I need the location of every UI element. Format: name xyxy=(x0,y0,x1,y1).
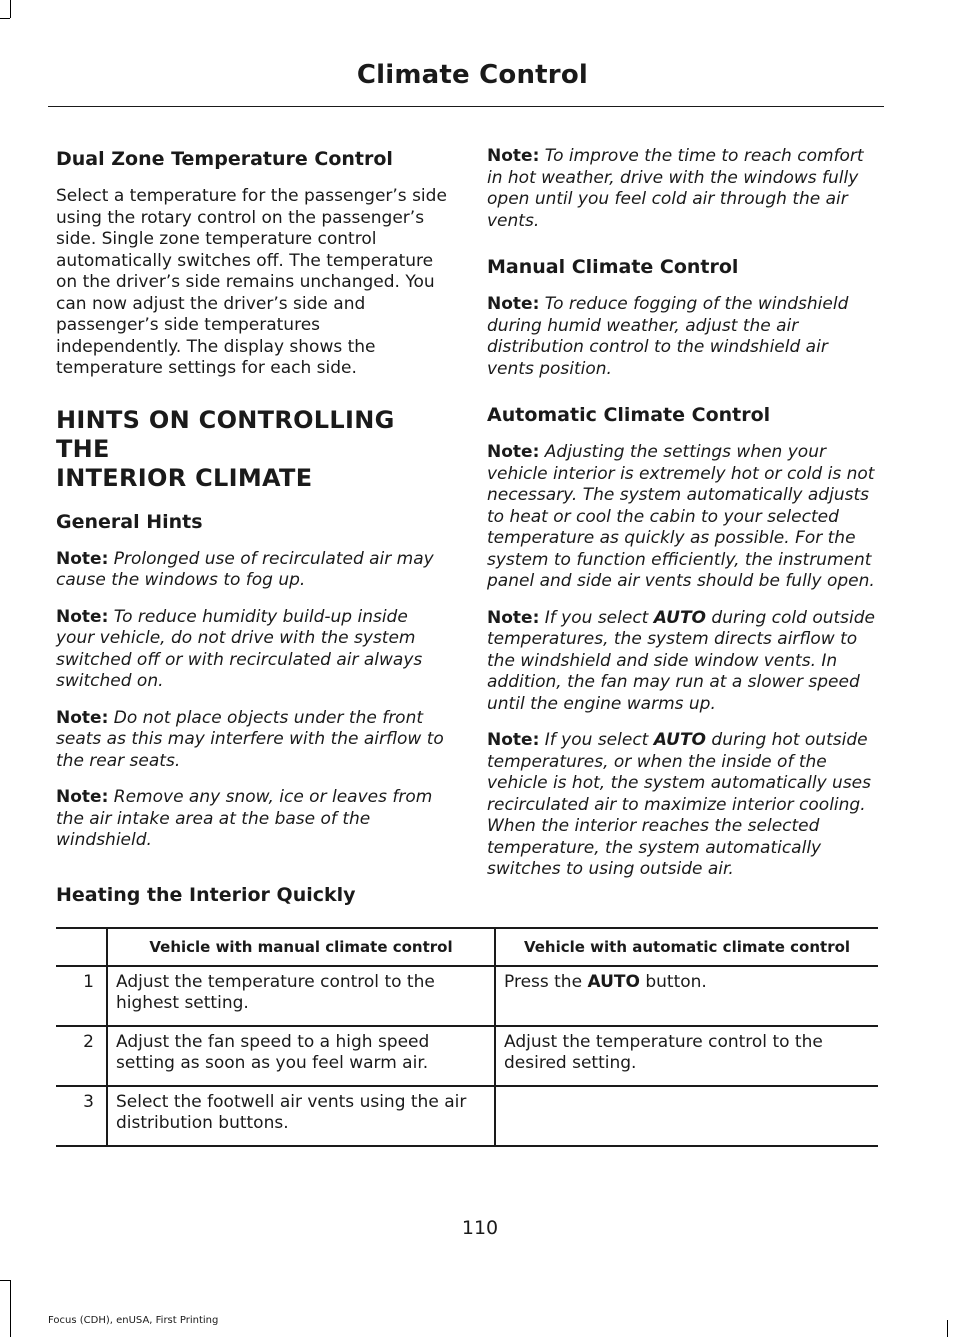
step-number: 1 xyxy=(56,966,107,1026)
hints-heading xyxy=(56,406,448,493)
table-row xyxy=(56,1086,878,1146)
left-column xyxy=(56,146,448,867)
note-label: Note: xyxy=(56,606,109,627)
note-label: Note: xyxy=(487,442,540,462)
note-paragraph xyxy=(487,442,879,593)
auto-step-text: Press the xyxy=(504,972,583,992)
step-number: 2 xyxy=(56,1026,107,1086)
note-label: Note: xyxy=(487,294,540,314)
crop-mark xyxy=(947,1320,948,1337)
note-paragraph xyxy=(56,549,448,592)
note-paragraph xyxy=(487,730,879,881)
note-label: Note: xyxy=(487,730,540,750)
note-text: Prolonged use of recirculated air may cause the windows to fog up. xyxy=(56,548,434,590)
note-label: Note: xyxy=(56,707,109,728)
note-text: To reduce fogging of the windshield during humid weather, adjust the air distribution control to the windshield air vents position. xyxy=(487,294,849,379)
note-paragraph xyxy=(487,608,879,716)
right-column xyxy=(487,146,879,896)
note-text: Adjusting the settings when your vehicle interior is extremely hot or cold is not necessary. The system automatically adjusts to heat or cool the cabin to your selected temperature as quickly as possible. For the system to function efficiently, the instrument panel and side air vents should be fully open. xyxy=(487,442,875,591)
manual-step: Adjust the temperature control to the highest setting. xyxy=(107,966,495,1026)
note-paragraph xyxy=(56,607,448,693)
note-text: If you select xyxy=(544,730,649,750)
table-row xyxy=(56,966,878,1026)
note-label: Note: xyxy=(56,548,109,569)
auto-keyword: AUTO xyxy=(653,730,706,750)
note-paragraph xyxy=(487,146,879,232)
step-number: 3 xyxy=(56,1086,107,1146)
header-divider xyxy=(48,106,884,107)
auto-step-text: button. xyxy=(645,972,707,992)
crop-mark xyxy=(0,18,10,19)
auto-keyword: AUTO xyxy=(587,972,640,992)
page-number: 110 xyxy=(461,1217,499,1239)
dual-zone-body: Select a temperature for the passenger’s side using the rotary control on the passenger’s side. Single zone temperature control automatically switches off. The temperature on the driver’s side remains unchanged. You can now adjust the driver’s side and passenger’s side temperatures independently. The display shows the temperature settings for each side. xyxy=(56,186,447,378)
header-auto: Vehicle with automatic climate control xyxy=(495,928,878,966)
auto-step xyxy=(495,966,878,1026)
note-paragraph xyxy=(56,787,448,852)
heating-steps-table xyxy=(56,927,878,1147)
auto-step-text: Adjust the temperature control to the desired setting. xyxy=(504,1032,823,1073)
hints-heading-line1: HINTS ON CONTROLLING THE xyxy=(56,405,395,463)
crop-mark xyxy=(10,0,11,18)
note-text: during hot outside temperatures, or when the inside of the vehicle is hot, the system automatically uses recirculated air to maximize interior cooling. When the interior reaches the selected temperature, the system automatically switches to using outside air. xyxy=(487,730,871,879)
note-label: Note: xyxy=(487,607,540,628)
header-manual: Vehicle with manual climate control xyxy=(107,928,495,966)
dual-zone-heading: Dual Zone Temperature Control xyxy=(56,148,393,170)
heating-heading: Heating the Interior Quickly xyxy=(56,884,356,906)
header-step-number xyxy=(56,928,107,966)
table-row xyxy=(56,1026,878,1086)
page-title: Climate Control xyxy=(356,60,588,90)
footer-text: Focus (CDH), enUSA, First Printing xyxy=(48,1315,219,1326)
auto-step xyxy=(495,1026,878,1086)
auto-step xyxy=(495,1086,878,1146)
note-text: Do not place objects under the front seats as this may interfere with the airflow to the rear seats. xyxy=(56,707,444,771)
manual-step: Select the footwell air vents using the air distribution buttons. xyxy=(107,1086,495,1146)
hints-heading-line2: INTERIOR CLIMATE xyxy=(56,463,313,492)
note-text: To reduce humidity build-up inside your vehicle, do not drive with the system switched off or with recirculated air always switched on. xyxy=(56,606,423,691)
note-paragraph xyxy=(487,294,879,380)
note-label: Note: xyxy=(56,787,109,807)
general-hints-heading: General Hints xyxy=(56,510,203,533)
auto-climate-heading: Automatic Climate Control xyxy=(487,404,771,426)
crop-mark xyxy=(10,1280,11,1337)
note-text: during cold outside temperatures, the system directs airflow to the windshield and side window vents. In addition, the fan may run at a slower speed until the engine warms up. xyxy=(487,607,875,714)
note-paragraph xyxy=(56,708,448,773)
note-text: If you select xyxy=(544,607,649,628)
table-header-row xyxy=(56,928,878,966)
manual-climate-heading: Manual Climate Control xyxy=(487,256,739,278)
note-text: Remove any snow, ice or leaves from the air intake area at the base of the windshield. xyxy=(56,787,433,850)
note-text: To improve the time to reach comfort in hot weather, drive with the windows fully open until you feel cold air through the air vents. xyxy=(487,146,864,231)
manual-step: Adjust the fan speed to a high speed setting as soon as you feel warm air. xyxy=(107,1026,495,1086)
note-label: Note: xyxy=(487,146,540,166)
auto-keyword: AUTO xyxy=(653,607,706,628)
crop-mark xyxy=(0,1280,10,1281)
